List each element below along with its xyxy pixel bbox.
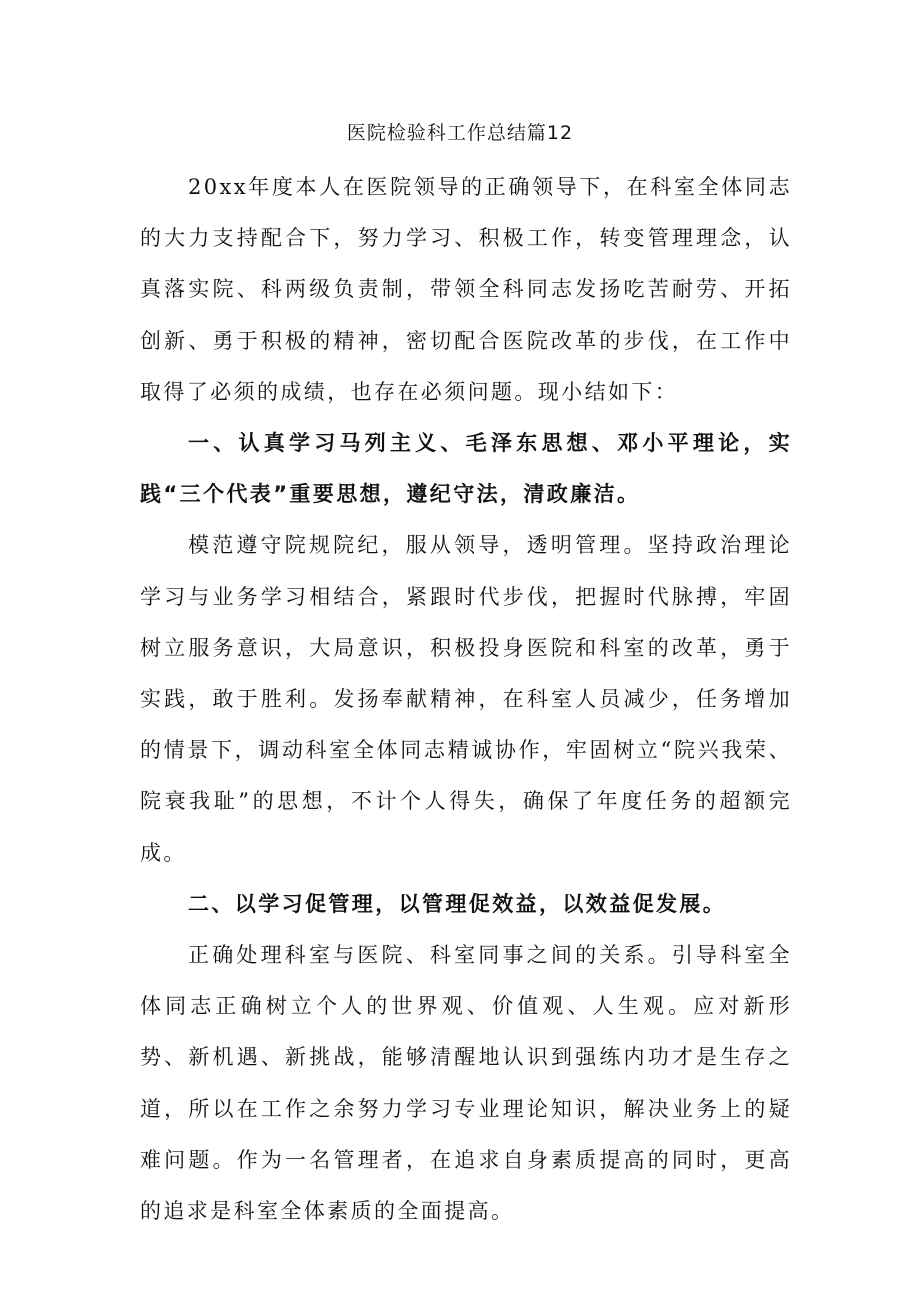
section-heading-1: 一、认真学习马列主义、毛泽东思想、邓小平理论，实践“三个代表”重要思想，遵纪守法，清政廉洁。	[140, 431, 792, 507]
section-heading-2: 二、以学习促管理，以管理促效益，以效益促发展。	[188, 891, 727, 916]
paragraph-section-1: 模范遵守院规院纪，服从领导，透明管理。坚持政治理论学习与业务学习相结合，紧跟时代步伐，把握时代脉搏，牢固树立服务意识，大局意识，积极投身医院和科室的改革，勇于实践，敢于胜利。发扬奉献精神，在科室人员减少，任务增加的情景下，调动科室全体同志精诚协作，牢固树立“院兴我荣、院衰我耻”的思想，不计个人得失，确保了年度任务的超额完成。	[140, 533, 792, 865]
document-title: 医院检验科工作总结篇12	[346, 122, 574, 144]
paragraph-intro: 20xx年度本人在医院领导的正确领导下，在科室全体同志的大力支持配合下，努力学习、积极工作，转变管理理念，认真落实院、科两级负责制，带领全科同志发扬吃苦耐劳、开拓创新、勇于积极的精神，密切配合医院改革的步伐，在工作中取得了必须的成绩，也存在必须问题。现小结如下：	[140, 175, 792, 404]
paragraph-section-2: 正确处理科室与医院、科室同事之间的关系。引导科室全体同志正确树立个人的世界观、价值观、人生观。应对新形势、新机遇、新挑战，能够清醒地认识到强练内功才是生存之道，所以在工作之余努力学习专业理论知识，解决业务上的疑难问题。作为一名管理者，在追求自身素质提高的同时，更高的追求是科室全体素质的全面提高。	[140, 943, 792, 1224]
document-body	[140, 162, 792, 1237]
